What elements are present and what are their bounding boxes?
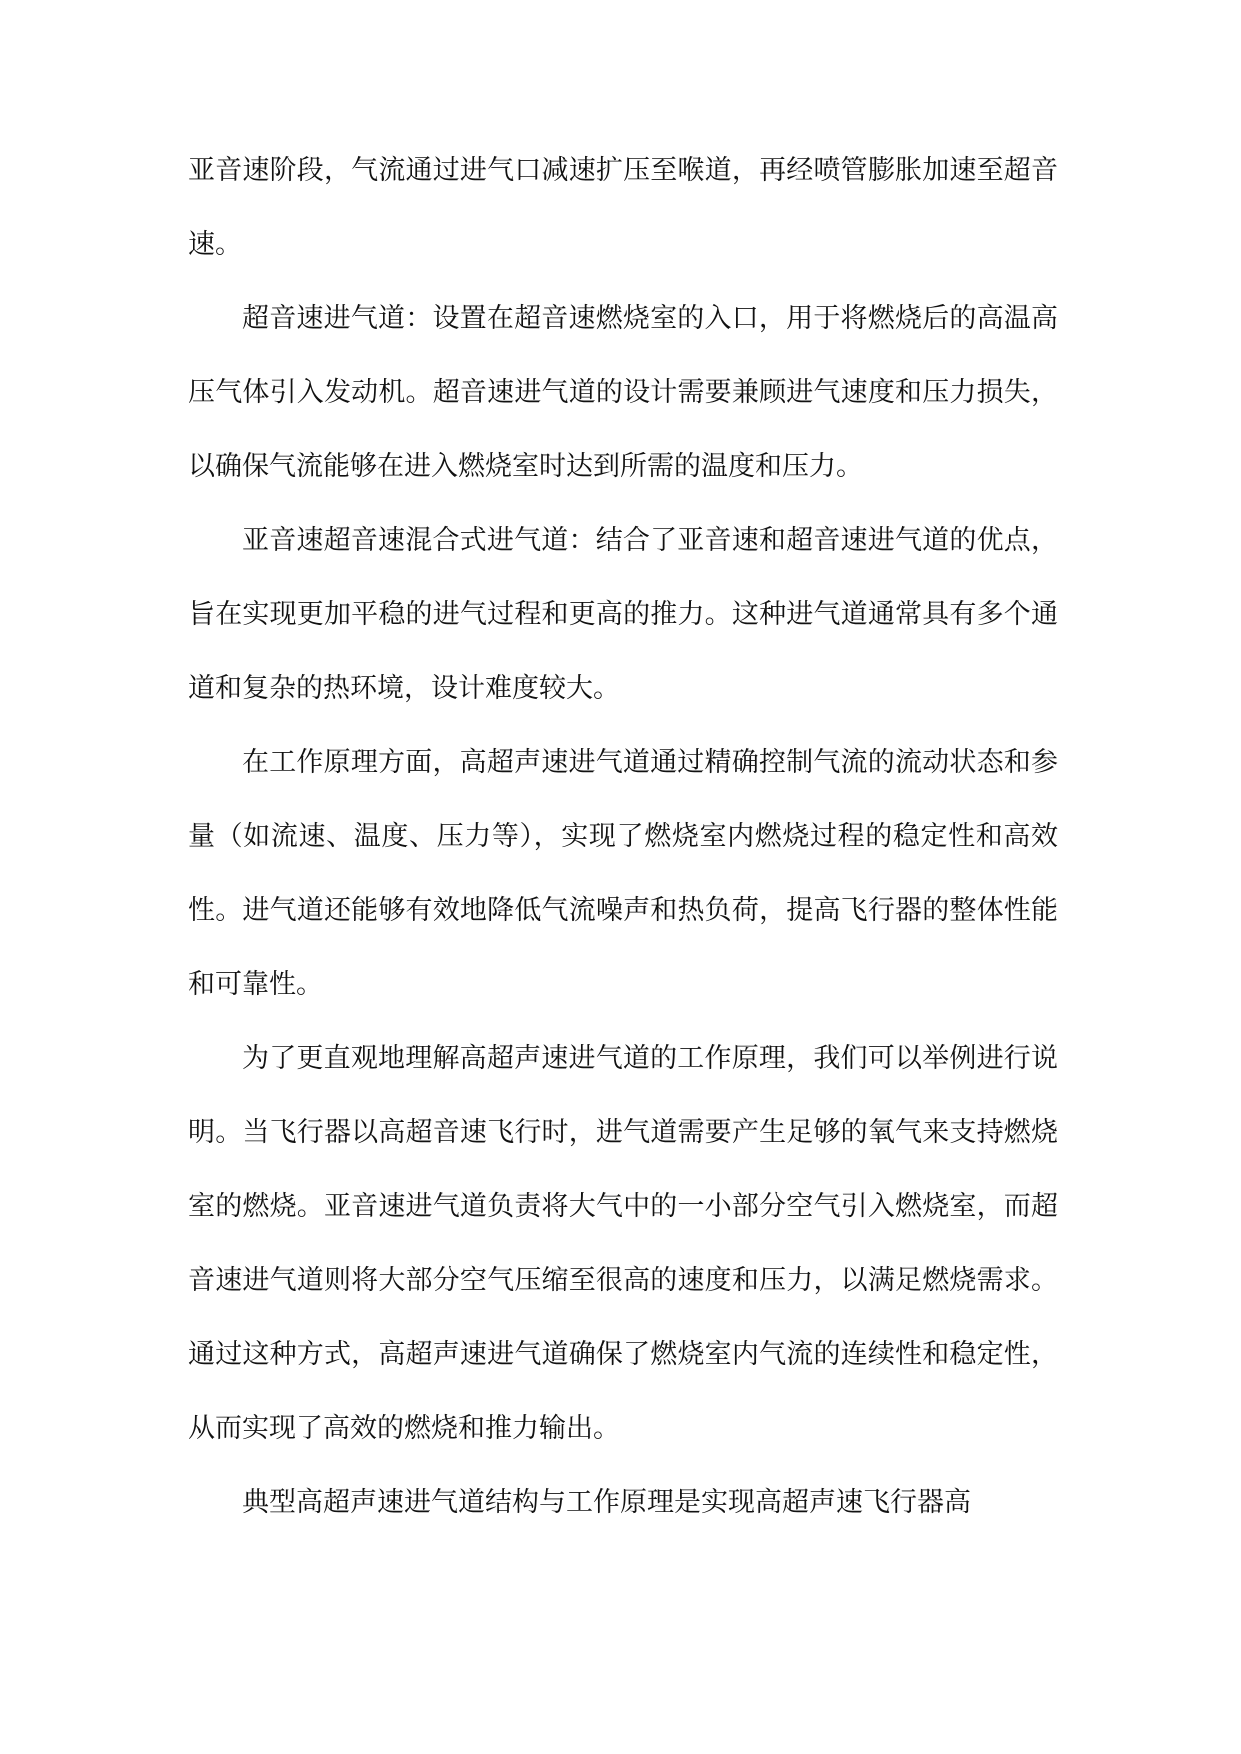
body-text <box>188 134 1058 1540</box>
paragraph-5: 为了更直观地理解高超声速进气道的工作原理，我们可以举例进行说明。当飞行器以高超音速飞行时，进气道需要产生足够的氧气来支持燃烧室的燃烧。亚音速进气道负责将大气中的一小部分空气引入燃烧室，而超音速进气道则将大部分空气压缩至很高的速度和压力，以满足燃烧需求。通过这种方式，高超声速进气道确保了燃烧室内气流的连续性和稳定性，从而实现了高效的燃烧和推力输出。 <box>188 1043 1058 1444</box>
paragraph-2: 超音速进气道：设置在超音速燃烧室的入口，用于将燃烧后的高温高压气体引入发动机。超音速进气道的设计需要兼顾进气速度和压力损失，以确保气流能够在进入燃烧室时达到所需的温度和压力。 <box>188 303 1058 482</box>
paragraph-3: 亚音速超音速混合式进气道：结合了亚音速和超音速进气道的优点，旨在实现更加平稳的进气过程和更高的推力。这种进气道通常具有多个通道和复杂的热环境，设计难度较大。 <box>188 525 1058 704</box>
paragraph-1: 亚音速阶段，气流通过进气口减速扩压至喉道，再经喷管膨胀加速至超音速。 <box>188 155 1058 260</box>
paragraph-4: 在工作原理方面，高超声速进气道通过精确控制气流的流动状态和参量（如流速、温度、压力等），实现了燃烧室内燃烧过程的稳定性和高效性。进气道还能够有效地降低气流噪声和热负荷，提高飞行器的整体性能和可靠性。 <box>188 747 1058 1000</box>
paragraph-6: 典型高超声速进气道结构与工作原理是实现高超声速飞行器高 <box>242 1487 971 1518</box>
